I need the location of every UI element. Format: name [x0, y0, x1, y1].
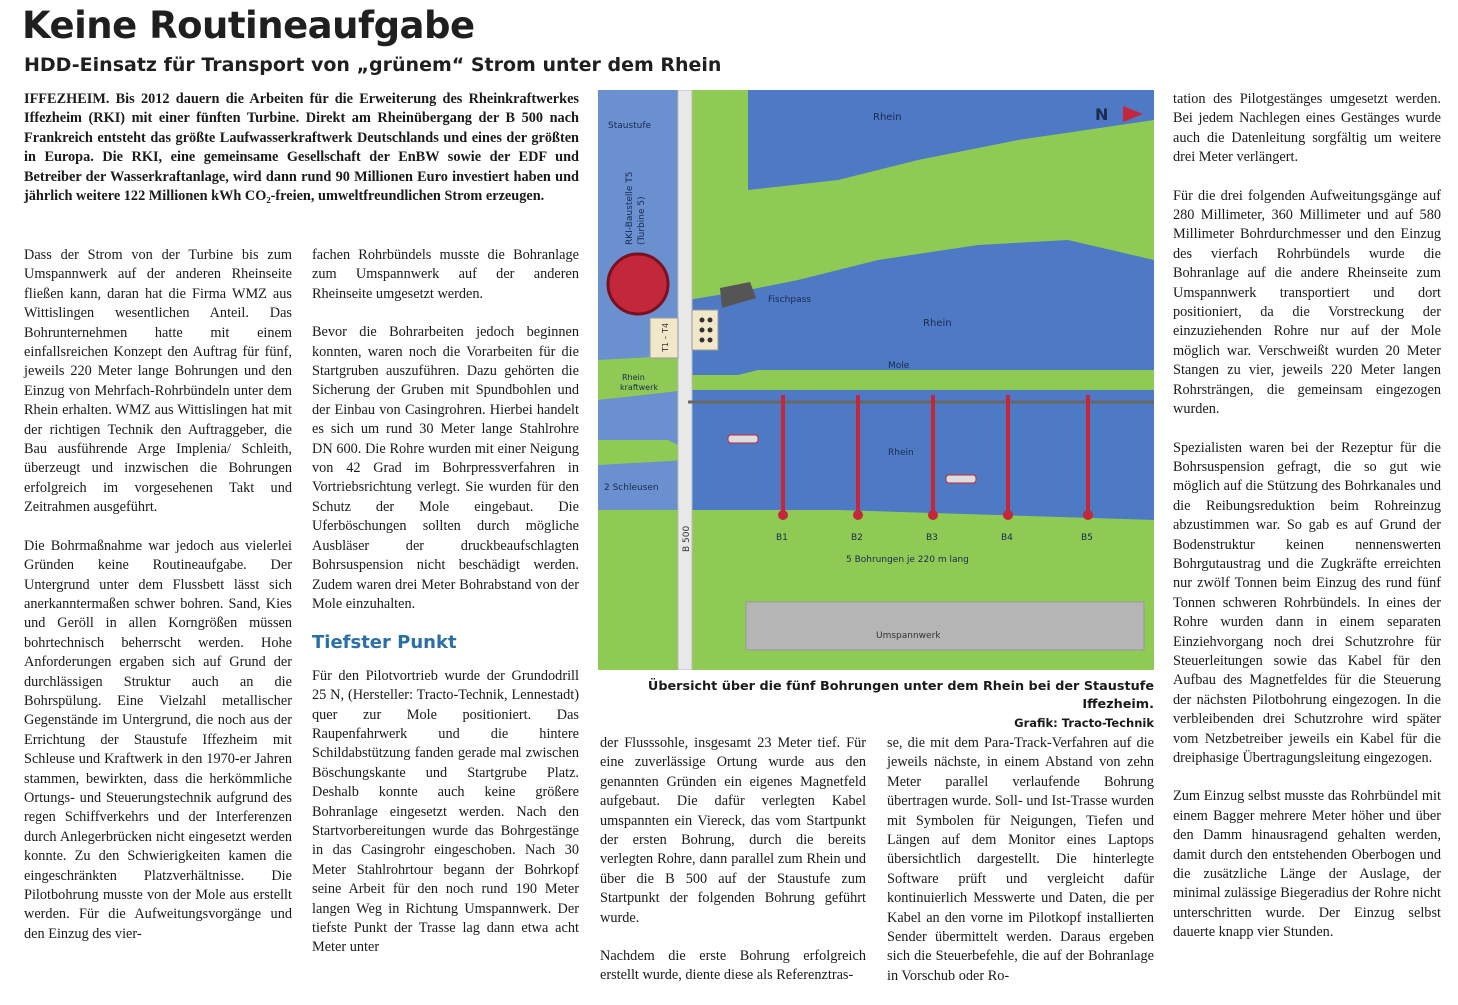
- caption-text: Übersicht über die fünf Bohrungen unter dem Rhein bei der Staustufe Iffezheim.: [647, 679, 1154, 712]
- section-heading: Tiefster Punkt: [312, 632, 457, 654]
- umspannwerk-block: [746, 602, 1144, 650]
- label-rhein-top: Rhein: [873, 112, 902, 123]
- label-fischpass: Fischpass: [768, 295, 811, 305]
- turbine-5-marker: [608, 254, 668, 314]
- paragraph: se, die mit dem Para-Track-Verfahren auf die jeweils nächste, in einem Abstand von zehn Meter parallel verlaufende Bohrung übertragen wurde. Soll- und Ist-Trasse wurden mit Symbolen für Neigungen, Tiefen und Längen auf dem Monitor eines Laptops übersichtlich dargestellt. Die hinterlegte Software prüft und vergleicht dafür kontinuierlich Messwerte und Daten, die per Kabel an den vorne im Pilotkopf installierten Sender übermittelt werden. Daraus ergeben sich die Steuerbefehle, die auf der Bohranlage in Vorschub oder Ro-: [887, 735, 1154, 984]
- boat-icon: [728, 435, 758, 443]
- label-schleusen: 2 Schleusen: [604, 483, 659, 493]
- label-staustufe: Staustufe: [608, 121, 652, 131]
- paragraph: fachen Rohrbündels musste die Bohranlage zum Umspannwerk auf der anderen Rheinseite umgesetzt werden.: [312, 247, 579, 302]
- paragraph: der Flusssohle, insgesamt 23 Meter tief. Für eine zuverlässige Ortung wurde aus den genannten Gründen ein eigenes Magnetfeld aufgebaut. Die dafür verlegten Kabel umspannten ein Viereck, das vom Startpunkt der ersten Bohrung, durch die bereits verlegten Rohre, dann parallel zum Rhein und über die B 500 auf der Staustufe zum Startpunkt der folgenden Bohrung geführt wurde.: [600, 735, 866, 926]
- site-diagram: [598, 90, 1154, 670]
- article-subtitle: HDD-Einsatz für Transport von „grünem“ Strom unter dem Rhein: [24, 54, 722, 76]
- label-rki-baustelle: RKI-Baustelle T5: [625, 171, 635, 245]
- column-4: [887, 734, 1154, 1005]
- label-umspannwerk: Umspannwerk: [876, 631, 941, 641]
- label-b2: B2: [851, 533, 863, 543]
- caption-credit: Grafik: Tracto-Technik: [1014, 716, 1154, 730]
- paragraph: Für den Pilotvortrieb wurde der Grundodrill 25 N, (Hersteller: Tracto-Technik, Lennestadt) quer zur Mole positioniert. Das Raupenfahrwerk und die hintere Schildabstützung fanden gerade mal zwischen Böschungskante und Startgrube Platz. Deshalb konnte auch keine größere Bohranlage eingesetzt werden. Nach den Startvorbereitungen wurde das Bohrgestänge in das Casingrohr eingeschoben. Nach 30 Meter Stahlrohrtour begann der Bohrkopf seine Arbeit für den noch rund 190 Meter langen Weg in Richtung Umspannwerk. Der tiefste Punkt der Trasse lag dann etwa acht Meter unter: [312, 667, 579, 956]
- drill-building: [692, 310, 718, 350]
- label-t1-t4: T1 – T4: [661, 322, 670, 352]
- paragraph: Zum Einzug selbst musste das Rohrbündel mit einem Bagger mehrere Meter höher und über den Damm hinausragend gehalten werden, damit durch den entstehenden Oberbogen und die zusätzliche Länge der Auslage, der minimal zulässige Biegeradius der Rohre nicht unterschritten wurde. Der Einzug selbst dauerte knapp vier Stunden.: [1173, 788, 1441, 941]
- paragraph: Dass der Strom von der Turbine bis zum Umspannwerk auf der anderen Rheinseite fließen kann, daran hat die Firma WMZ aus Wittislingen wesentlichen Anteil. Das Bohrunternehmen hatte mit einem einfallsreichen Konzept den Auftrag für fünf, jeweils 220 Meter lange Bohrungen und den Einzug von Mehrfach-Rohrbündeln unter dem Rhein erhalten. WMZ aus Wittislingen hat mit der richtigen Technik den Auftraggeber, die Bau ausführende Arge Implenia/ Schleith, überzeugt und inzwischen die Bohrungen erfolgreich im vorgesehenen Takt und Zeitrahmen ausgeführt.: [24, 247, 292, 516]
- label-north: N: [1095, 105, 1109, 124]
- paragraph: tation des Pilotgestänges umgesetzt werden. Bei jedem Nachlegen eines Gestänges wurde auch die Datenleitung sorgfältig um weitere drei Meter verlängert.: [1173, 91, 1441, 166]
- column-5: [1173, 90, 1441, 962]
- label-b3: B3: [926, 533, 938, 543]
- paragraph: Nachdem die erste Bohrung erfolgreich erstellt wurde, diente diese als Referenztras-: [600, 948, 866, 984]
- figure-caption: [598, 678, 1154, 732]
- label-b1: B1: [776, 533, 788, 543]
- paragraph: Bevor die Bohrarbeiten jedoch beginnen konnten, waren noch die Vorarbeiten für die Startgruben auszuführen. Dazu gehörten die Sicherung der Gruben mit Spundbohlen und der Einbau von Casingrohren. Hierbei handelt es sich um rund 30 Meter lange Stahlrohre DN 600. Die Rohre wurden mit einer Neigung von 42 Grad im Bohrpressverfahren in Vortriebsrichtung verlegt. Sie wurden für den Schutz der Mole eingebaut. Die Uferböschungen sollten durch mögliche Ausbläser der druckbeaufschlagten Bohrsuspension nicht beschädigt werden. Zudem waren drei Meter Bohrabstand von der Mole einzuhalten.: [312, 324, 579, 612]
- label-rhein-mid: Rhein: [923, 318, 952, 329]
- paragraph: Für die drei folgenden Aufweitungsgänge auf 280 Millimeter, 360 Millimeter und auf 580 Millimeter Bohrdurchmesser und den Einzug des vierfach Rohrbündels wurde die Bohranlage auf die andere Rheinseite zum Umspannwerk transportiert und dort positioniert, da die Vorstreckung der einzuziehenden Rohre nur auf der Mole möglich war. Verschweißt wurden 20 Meter Stangen zu vier, jeweils 220 Meter langen Rohrsträngen, die gemeinsam eingezogen wurden.: [1173, 187, 1441, 418]
- label-bohrungen: 5 Bohrungen je 220 m lang: [846, 555, 969, 565]
- column-3: [600, 734, 866, 1005]
- column-1: [24, 246, 292, 963]
- label-turbine: (Turbine 5): [637, 196, 647, 245]
- label-rhein-low: Rhein: [888, 448, 914, 458]
- label-b500: B 500: [682, 525, 692, 552]
- label-rheinkraftwerk-2: kraftwerk: [620, 383, 659, 392]
- b500-road: [678, 90, 692, 670]
- lead-paragraph: IFFEZHEIM. Bis 2012 dauern die Arbeiten für die Erweiterung des Rheinkraftwerkes Iffezheim (RKI) mit einer fünften Turbine. Direkt am Rheinübergang der B 500 nach Frankreich entsteht das größte Laufwasserkraftwerk Deutschlands und eines der größten in Europa. Die RKI, eine gemeinsame Gesellschaft der EnBW sowie der EDF und Betreiber der Wasserkraftanlage, wird dann rund 90 Millionen Euro investiert haben und jährlich weitere 122 Millionen kWh CO₂-freien, umweltfreundlichen Strom erzeugen.: [24, 91, 579, 205]
- mole-strip: [688, 370, 1154, 390]
- article-title: Keine Routineaufgabe: [22, 4, 475, 47]
- label-b5: B5: [1081, 533, 1093, 543]
- paragraph: Die Bohrmaßnahme war jedoch aus vielerlei Gründen keine Routineaufgabe. Der Untergrund unter dem Flussbett lässt sich anerkanntermaßen schwer bohren. Sand, Kies und Geröll in allen Korngrößen müssen bohrtechnisch beherrscht werden. Hohe Anforderungen ergaben sich auf Grund der durchlässigen Struktur auch an die Bohrspülung. Eine Vielzahl metallischer Gegenstände im Untergrund, die noch aus der Errichtung der Staustufe Iffezheim mit Schleuse und Kraftwerk in den 1970-er Jahren stammen, bewirkten, dass die herkömmliche Ortungs- und Steuerungstechnik aufgrund des regen Schiffverkehrs und der Interferenzen durch Anlegerbrücken nicht eingesetzt werden konnte. Zu den Schwierigkeiten kamen die eingeschränkten Platzverhältnisse. Die Pilotbohrung musste von der Mole aus erstellt werden. Für die Aufweitungsvorgänge und den Einzug des vier-: [24, 537, 292, 942]
- diagram-svg: [598, 90, 1154, 670]
- boat-icon: [946, 475, 976, 483]
- label-b4: B4: [1001, 533, 1013, 543]
- paragraph: Spezialisten waren bei der Rezeptur für die Bohrsuspension gefragt, die so gut wie möglich auf die Stützung des Bohrkanales und die Reibungsreduktion beim Rohreinzug abzustimmen war. So gab es auf Grund der Bodenstruktur keinen nennenswerten Bohrgutaustrag und die Zugkräfte erreichten nur zwölf Tonnen beim Einzug des rund fünf Tonnen schweren Rohrbündels. In eines der Rohre wurden dann in einem separaten Einziehvorgang noch drei Schutzrohre für Steuerleitungen sowie das Kabel für den Aufbau des Magnetfeldes für die Steuerung der nächsten Pilotbohrung eingezogen. In die verbleibenden drei Schutzrohre wird später vom Netzbetreiber jeweils ein Kabel für die dreiphasige Übertragungsleitung eingezogen.: [1173, 439, 1441, 766]
- column-2: [312, 246, 579, 977]
- label-rheinkraftwerk-1: Rhein: [622, 373, 645, 382]
- label-mole: Mole: [888, 361, 910, 371]
